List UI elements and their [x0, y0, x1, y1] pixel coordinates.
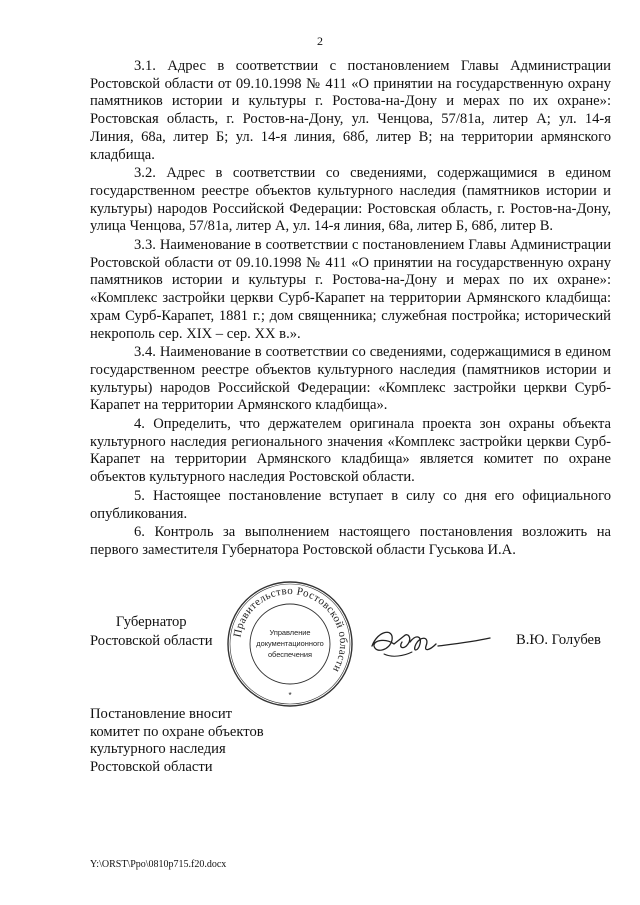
paragraph-5: 5. Настоящее постановление вступает в силу со дня его официального опубликования. [90, 487, 611, 522]
svg-text:*: * [288, 691, 292, 700]
seal-center-line3: обеспечения [267, 650, 313, 659]
note-line2: комитет по охране объектов [90, 723, 264, 740]
file-path-footer: Y:\ORST\Ppo\0810p715.f20.docx [90, 859, 227, 870]
paragraph-3-2: 3.2. Адрес в соответствии со сведениями, содержащимися в едином государственном реестре объектов культурного наследия (памятников истории и культуры) народов Российской Федерации: Ростовская область, г. Ростов-на-Дону, улица Ченцова, 57/81а, литер А, ул. 14-я линия, 68а, литер Б, 68б, литер В. [90, 165, 611, 235]
paragraph-6: 6. Контроль за выполнением настоящего постановления возложить на первого заместителя Губернатора Ростовской области Гуськова И.А. [90, 524, 611, 558]
paragraph-3-4: 3.4. Наименование в соответствии со сведениями, содержащимися в едином государственном реестре объектов культурного наследия (памятников истории и культуры) народов Российской Федерации: «Комплекс застройки церкви Сурб-Карапет на территории Армянского кладбища». [90, 344, 611, 414]
seal-ring-text: Правительство Ростовской области [231, 584, 350, 675]
page-number: 2 [317, 34, 323, 48]
seal-center-line1: Управление [269, 628, 311, 637]
submission-note [90, 706, 264, 777]
note-line4: Ростовской области [90, 759, 213, 776]
signatory-name: В.Ю. Голубев [516, 632, 601, 648]
paragraph-3-1: 3.1. Адрес в соответствии с постановлением Главы Администрации Ростовской области от 09.10.1998 № 411 «О принятии на государственную охрану памятников истории и культуры г. Ростова-на-Дону и мерах по их охране»: Ростовская область, г. Ростов-на-Дону, ул. Ченцова, 57/81а, литер А; ул. 14-я Линия, 68а, литер Б; ул. 14-я линия, 68б, литер В; на территории армянского кладбища. [90, 58, 611, 163]
note-line3: культурного наследия [90, 741, 226, 758]
note-line1: Постановление вносит [90, 706, 233, 722]
official-seal [226, 580, 354, 708]
paragraph-4: 4. Определить, что держателем оригинала проекта зон охраны объекта культурного наследия регионального значения «Комплекс застройки церкви Сурб-Карапет на территории Армянского кладбища» является комитет по охране объектов культурного наследия Ростовской области. [90, 416, 611, 486]
paragraph-3-3: 3.3. Наименование в соответствии с постановлением Главы Администрации Ростовской области от 09.10.1998 № 411 «О принятии на государственную охрану памятников истории и культуры г. Ростова-на-Дону и мерах по их охране»: «Комплекс застройки церкви Сурб-Карапет на территории Армянского кладбища: храм Сурб-Карапет, 1881 г.; дом священника; служебная постройка; исторический некрополь сер. XIX – сер. XX в.». [90, 237, 611, 342]
handwritten-signature [364, 616, 494, 666]
document-body [90, 58, 611, 561]
seal-center-line2: документационного [256, 639, 324, 648]
signatory-title-line1: Губернатор [115, 614, 187, 630]
signatory-title-line2: Ростовской области [90, 633, 213, 649]
signatory-title [90, 613, 213, 651]
